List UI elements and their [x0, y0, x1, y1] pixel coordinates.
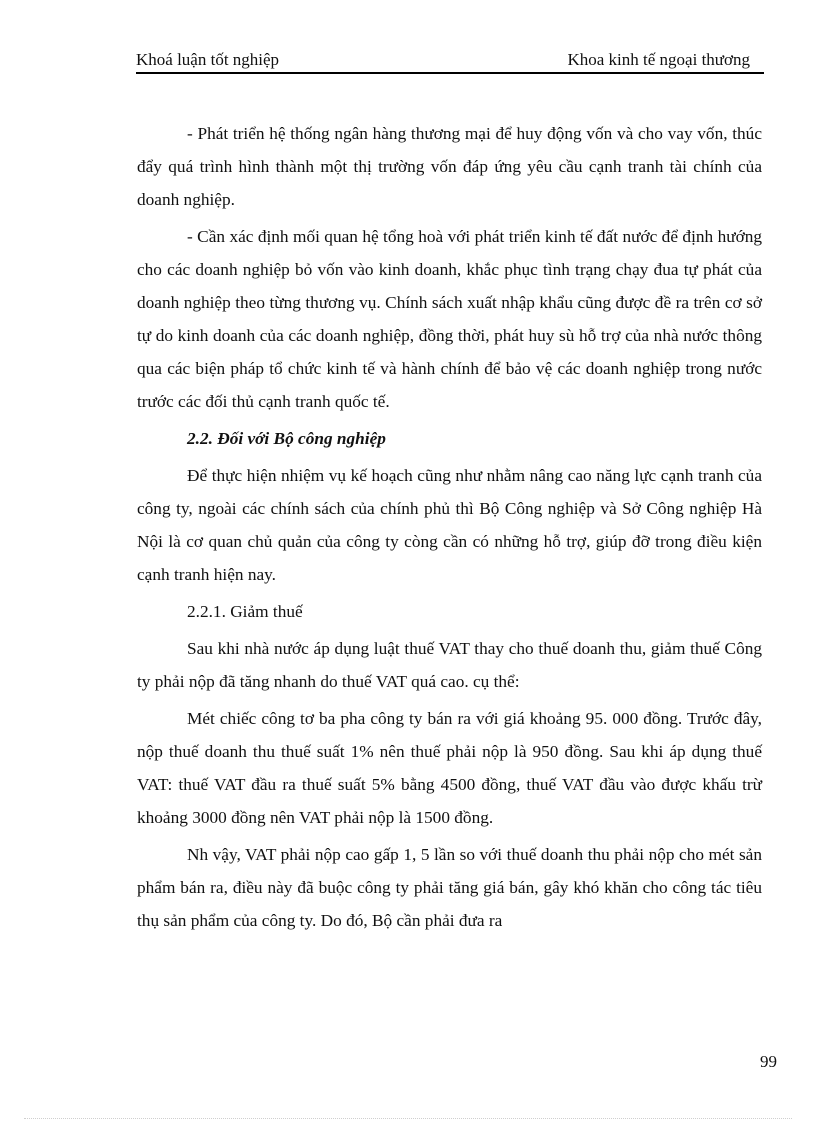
paragraph-banking: - Phát triển hệ thống ngân hàng thương mại để huy động vốn và cho vay vốn, thúc đẩy quá trình hình thành một thị trường vốn đáp ứng yêu cầu cạnh tranh tài chính của doanh nghiệp. [137, 124, 762, 209]
page-number: 99 [760, 1052, 777, 1071]
paragraph-ministry-support: Để thực hiện nhiệm vụ kế hoạch cũng như nhằm nâng cao năng lực cạnh tranh của công ty, ngoài các chính sách của chính phủ thì Bộ Công nghiệp và Sở Công nghiệp Hà Nội là cơ quan chủ quản của công ty còng cần có những hỗ trợ, giúp đỡ trong điều kiện cạnh tranh hiện nay. [137, 466, 762, 584]
page-bottom-divider [24, 1118, 792, 1119]
header-thesis-title: Khoá luận tốt nghiệp [136, 50, 280, 69]
subsection-heading-tax: 2.2.1. Giảm thuế [187, 602, 303, 621]
paragraph-vat-example: Mét chiếc công tơ ba pha công ty bán ra với giá khoảng 95. 000 đồng. Trước đây, nộp thuế doanh thu thuế suất 1% nên thuế phải nộp là 950 đồng. Sau khi áp dụng thuế VAT: thuế VAT đầu ra thuế suất 5% bằng 4500 đồng, thuế VAT đầu vào được khấu trừ khoảng 3000 đồng nên VAT phải nộp là 1500 đồng. [137, 709, 762, 827]
paragraph-vat-conclusion: Nh vậy, VAT phải nộp cao gấp 1, 5 lần so với thuế doanh thu phải nộp cho mét sản phẩm bán ra, điều này đã buộc công ty phải tăng giá bán, gây khó khăn cho công tác tiêu thụ sản phẩm của công ty. Do đó, Bộ cần phải đưa ra [137, 845, 762, 930]
document-body [137, 117, 762, 937]
header-faculty-name: Khoa kinh tế ngoại thương [567, 50, 750, 69]
page-header [136, 50, 764, 74]
paragraph-vat-intro: Sau khi nhà nước áp dụng luật thuế VAT thay cho thuế doanh thu, giảm thuế Công ty phải nộp đã tăng nhanh do thuế VAT quá cao. cụ thể: [137, 639, 762, 691]
paragraph-economic-relations: - Cần xác định mối quan hệ tổng hoà với phát triển kinh tế đất nước để định hướng cho các doanh nghiệp bỏ vốn vào kinh doanh, khắc phục tình trạng chạy đua tự phát của doanh nghiệp theo từng thương vụ. Chính sách xuất nhập khẩu cũng được đề ra trên cơ sở tự do kinh doanh của các doanh nghiệp, đồng thời, phát huy sù hỗ trợ của nhà nước thông qua các biện pháp tổ chức kinh tế và hành chính để bảo vệ các doanh nghiệp trong nước trước các đối thủ cạnh tranh quốc tế. [137, 227, 762, 411]
section-heading-ministry: 2.2. Đối với Bộ công nghiệp [187, 429, 386, 448]
